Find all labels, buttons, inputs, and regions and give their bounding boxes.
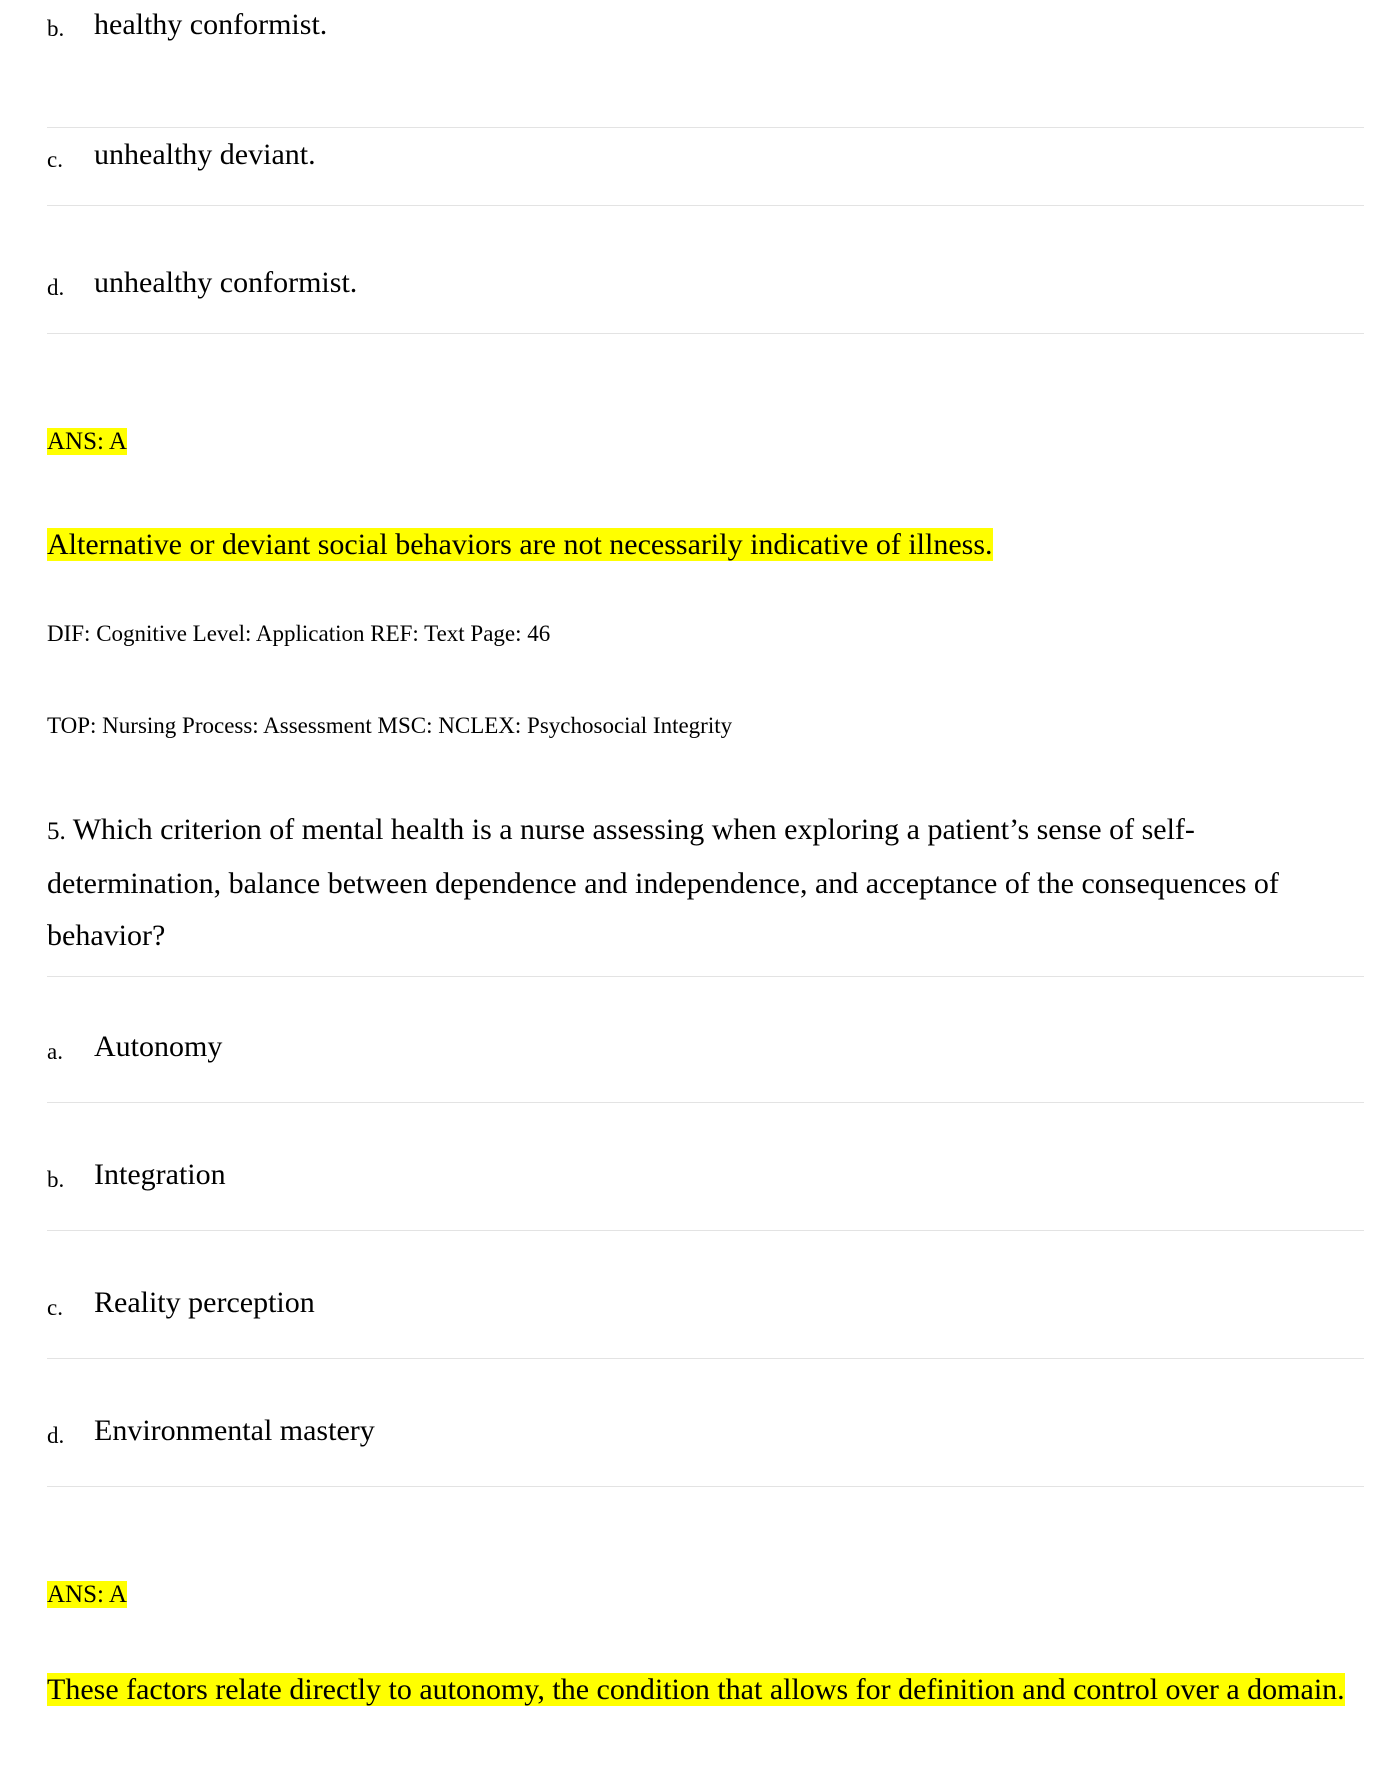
- option-text: Integration: [94, 1158, 226, 1191]
- question-number: 5.: [47, 818, 66, 845]
- q4-option-c: [47, 78, 1364, 206]
- option-text: healthy conformist.: [94, 8, 328, 41]
- q4-option-d: [47, 206, 1364, 334]
- q5-stem: [47, 804, 1364, 977]
- q5-answer: [47, 1580, 127, 1610]
- q5-option-b: [47, 1103, 1364, 1231]
- option-text: Environmental mastery: [94, 1414, 375, 1447]
- q5-option-d: [47, 1359, 1364, 1487]
- q4-top-msc: TOP: Nursing Process: Assessment MSC: NCLEX: Psychosocial Integrity: [47, 713, 733, 738]
- option-text: unhealthy conformist.: [94, 266, 358, 299]
- question-text: Which criterion of mental health is a nurse assessing when exploring a patient’s sense of self-determination, balance between dependence and independence, and acceptance of the consequences of behavior?: [47, 813, 1279, 952]
- q5-option-a: [47, 975, 1364, 1103]
- option-letter: a.: [47, 1039, 63, 1064]
- answer-highlight: ANS: A: [47, 428, 127, 455]
- option-letter: b.: [47, 16, 65, 41]
- q4-dif-ref: DIF: Cognitive Level: Application REF: Text Page: 46: [47, 621, 551, 646]
- option-text: Reality perception: [94, 1286, 315, 1319]
- q5-rationale: [47, 1664, 1347, 1716]
- option-text: unhealthy deviant.: [94, 138, 316, 171]
- rationale-highlight: Alternative or deviant social behaviors are not necessarily indicative of illness.: [47, 528, 993, 561]
- option-letter: d.: [47, 275, 65, 300]
- q4-answer: [47, 427, 127, 457]
- option-letter: b.: [47, 1167, 65, 1192]
- option-text: Autonomy: [94, 1030, 223, 1063]
- rationale-highlight: These factors relate directly to autonomy, the condition that allows for definition and control over a domain.: [47, 1673, 1345, 1706]
- q4-rationale: [47, 519, 1347, 571]
- option-letter: c.: [47, 1295, 63, 1320]
- answer-highlight: ANS: A: [47, 1581, 127, 1608]
- option-letter: c.: [47, 147, 63, 172]
- option-letter: d.: [47, 1423, 65, 1448]
- q5-option-c: [47, 1231, 1364, 1359]
